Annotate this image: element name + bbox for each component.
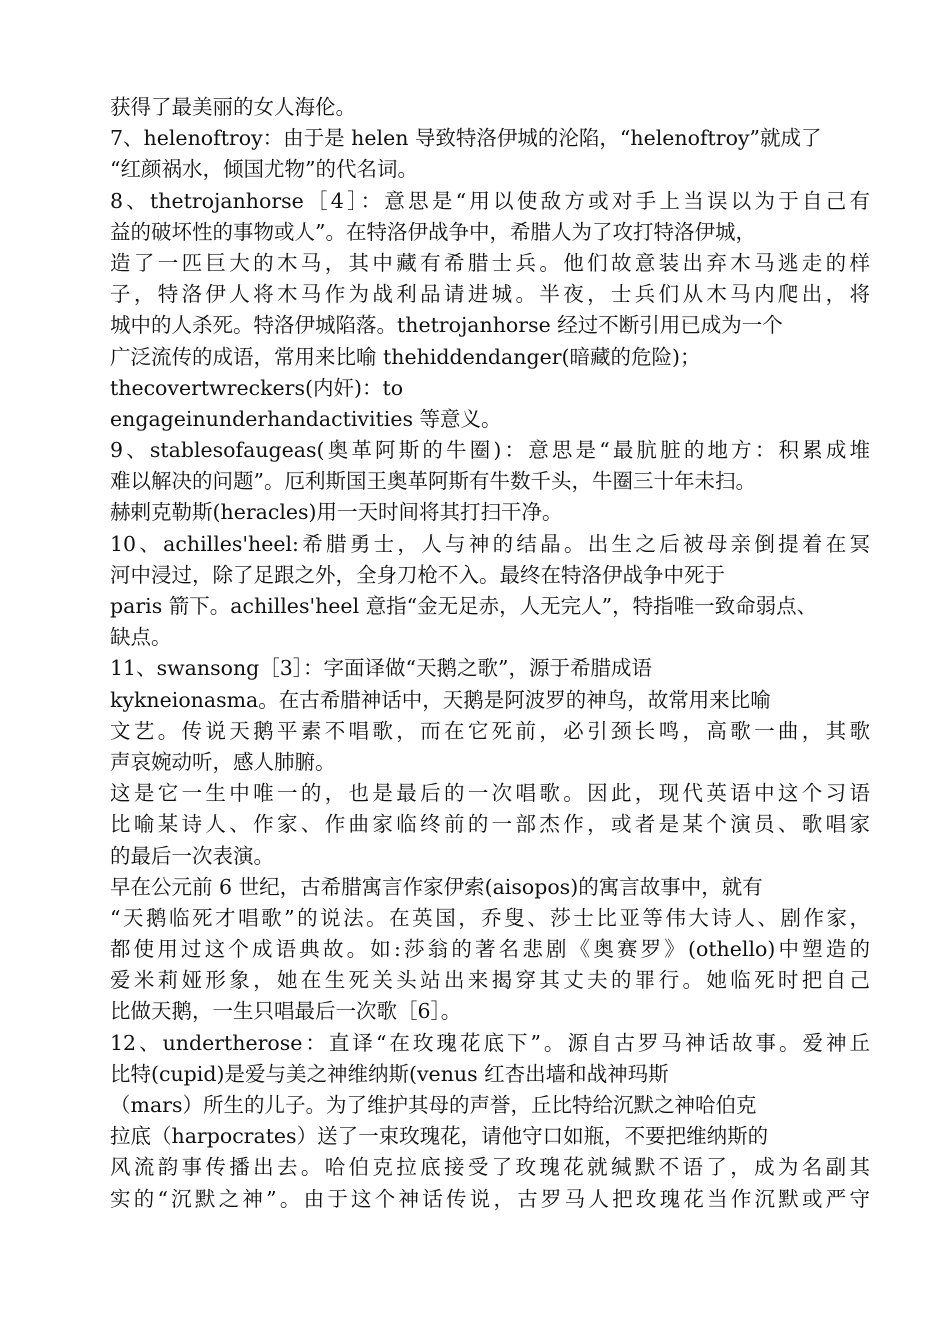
text-line: 都使用过这个成语典故。如:莎翁的著名悲剧《奥赛罗》(othello)中塑造的 (110, 937, 870, 962)
text-line: 12、undertherose：直译“在玫瑰花底下”。源自古罗马神话故事。爱神丘 (110, 1030, 870, 1055)
text-line: 子，特洛伊人将木马作为战利品请进城。半夜，士兵们从木马内爬出，将 (110, 282, 870, 307)
text-line: 城中的人杀死。特洛伊城陷落。thetrojanhorse 经过不断引用已成为一个 (110, 313, 783, 338)
text-line: 9、stablesofaugeas(奥革阿斯的牛圈)：意思是“最肮脏的地方：积累成堆 (110, 438, 870, 463)
text-line: 比特(cupid)是爱与美之神维纳斯(venus 红杏出墙和战神玛斯 (110, 1061, 669, 1086)
text-line: thecovertwreckers(内奸)：to (110, 375, 404, 400)
text-line: 实的“沉默之神”。由于这个神话传说，古罗马人把玫瑰花当作沉默或严守 (110, 1186, 870, 1211)
text-line: 早在公元前 6 世纪，古希腊寓言作家伊索(aisopos)的寓言故事中，就有 (110, 874, 763, 899)
text-line: 风流韵事传播出去。哈伯克拉底接受了玫瑰花就缄默不语了，成为名副其 (110, 1155, 870, 1180)
text-line: 难以解决的问题”。厄利斯国王奥革阿斯有牛数千头，牛圈三十年未扫。 (110, 469, 756, 494)
text-line: paris 箭下。achilles'heel 意指“金无足赤，人无完人”，特指唯一致命弱点、 (110, 594, 818, 618)
text-line: 广泛流传的成语，常用来比喻 thehiddendanger(暗藏的危险)； (110, 344, 701, 369)
text-line: 获得了最美丽的女人海伦。 (110, 95, 356, 119)
text-line: engageinunderhandactivities 等意义。 (110, 406, 502, 431)
text-line: 河中浸过，除了足跟之外，全身刀枪不入。最终在特洛伊战争中死于 (110, 562, 725, 587)
text-line: “红颜祸水，倾国尤物”的代名词。 (110, 157, 418, 182)
text-line: （mars）所生的儿子。为了维护其母的声誉，丘比特给沉默之神哈伯克 (110, 1093, 757, 1117)
text-line: 8、thetrojanhorse［4］：意思是“用以使敌方或对手上当误以为于自己有 (110, 188, 870, 213)
text-line: 7、helenoftroy：由于是 helen 导致特洛伊城的沦陷，“helenoftroy”就成了 (110, 126, 822, 151)
text-line: 益的破坏性的事物或人”。在特洛伊战争中，希腊人为了攻打特洛伊城， (110, 219, 756, 244)
document-page (110, 92, 870, 1215)
text-line: 缺点。 (110, 625, 172, 650)
text-line: 拉底（harpocrates）送了一束玫瑰花，请他守口如瓶，不要把维纳斯的 (110, 1124, 769, 1149)
text-line: 这是它一生中唯一的，也是最后的一次唱歌。因此，现代英语中这个习语 (110, 781, 870, 806)
text-line: 声哀婉动听，感人肺腑。 (110, 749, 336, 774)
text-line: 比喻某诗人、作家、作曲家临终前的一部杰作，或者是某个演员、歌唱家 (110, 812, 870, 837)
text-line: 11、swansong［3］：字面译做“天鹅之歌”，源于希腊成语 (110, 656, 653, 681)
text-line: 造了一匹巨大的木马，其中藏有希腊士兵。他们故意装出弃木马逃走的样 (110, 250, 870, 275)
text-line: 赫剌克勒斯(heracles)用一天时间将其打扫干净。 (110, 500, 563, 525)
text-line: 比做天鹅，一生只唱最后一次歌［6］。 (110, 999, 462, 1024)
text-line: 文艺。传说天鹅平素不唱歌，而在它死前，必引颈长鸣，高歌一曲，其歌 (110, 718, 870, 743)
text-line: kykneionasma。在古希腊神话中，天鹅是阿波罗的神鸟，故常用来比喻 (110, 687, 771, 712)
text-line: 10、achilles'heel:希腊勇士，人与神的结晶。出生之后被母亲倒提着在冥 (110, 531, 870, 556)
text-line: 的最后一次表演。 (110, 843, 274, 868)
text-line: 爱米莉娅形象，她在生死关头站出来揭穿其丈夫的罪行。她临死时把自己 (110, 968, 870, 993)
text-line: “天鹅临死才唱歌”的说法。在英国，乔叟、莎士比亚等伟大诗人、剧作家， (110, 905, 870, 930)
